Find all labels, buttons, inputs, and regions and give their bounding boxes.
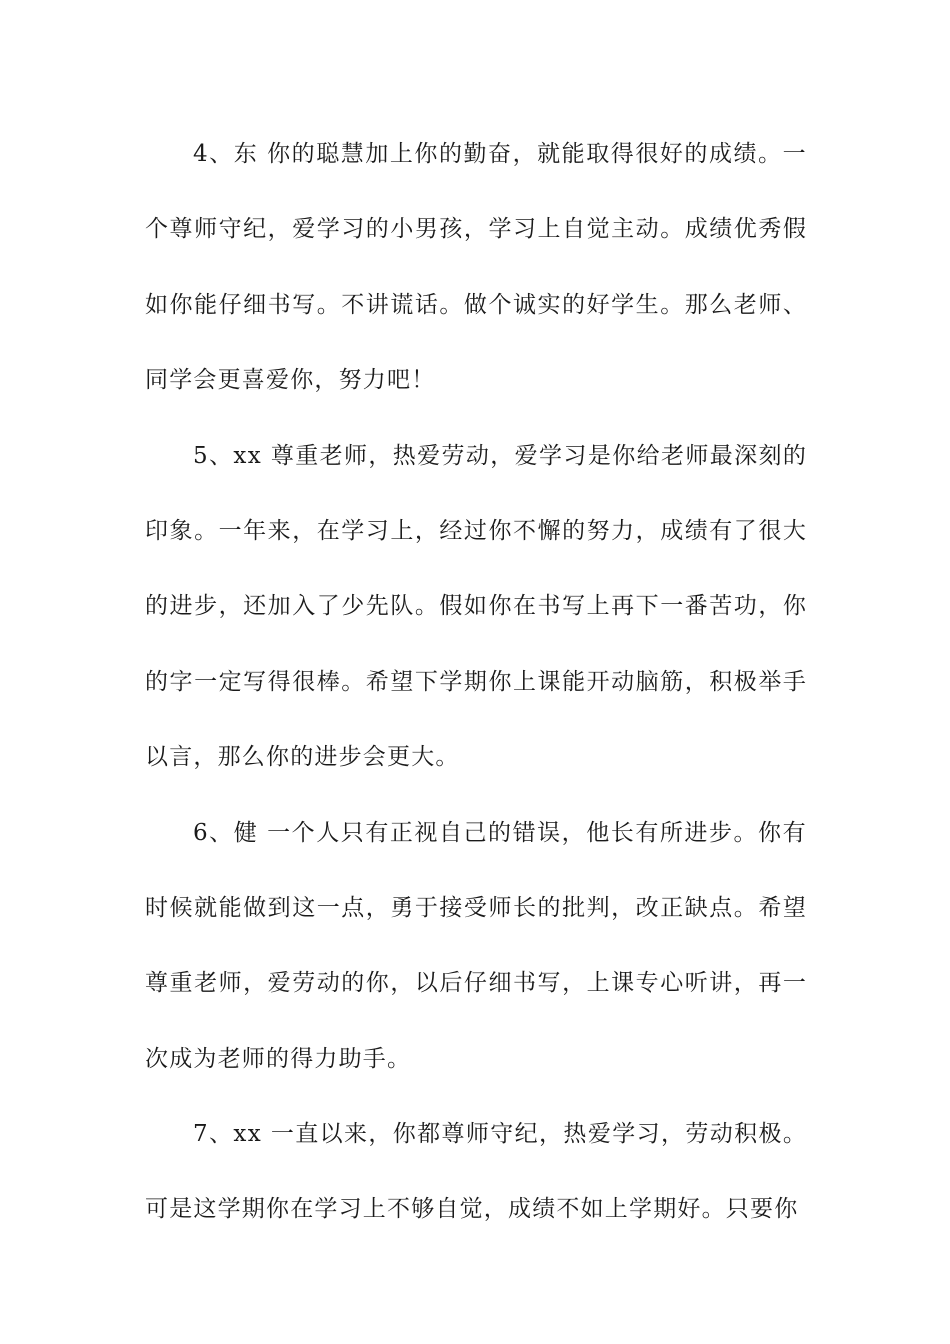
paragraph-line: 个尊师守纪，爱学习的小男孩，学习上自觉主动。成绩优秀假	[145, 216, 808, 243]
document-body	[145, 117, 807, 1248]
paragraph-line: 4、东 你的聪慧加上你的勤奋，就能取得很好的成绩。一	[193, 141, 808, 167]
paragraph-line: 可是这学期你在学习上不够自觉，成绩不如上学期好。只要你	[145, 1196, 799, 1223]
comment-paragraph-4	[145, 117, 807, 419]
paragraph-line: 以言，那么你的进步会更大。	[145, 744, 460, 771]
paragraph-line: 次成为老师的得力助手。	[145, 1045, 412, 1072]
comment-paragraph-7	[145, 1097, 807, 1248]
paragraph-line: 时候就能做到这一点，勇于接受师长的批判，改正缺点。希望	[145, 894, 808, 921]
comment-paragraph-5	[145, 419, 807, 796]
paragraph-line: 印象。一年来，在学习上，经过你不懈的努力，成绩有了很大	[145, 517, 808, 544]
paragraph-line: 的字一定写得很棒。希望下学期你上课能开动脑筋，积极举手	[145, 668, 808, 695]
paragraph-line: 6、健 一个人只有正视自己的错误，他长有所进步。你有	[193, 819, 808, 846]
paragraph-line: 如你能仔细书写。不讲谎话。做个诚实的好学生。那么老师、	[145, 291, 808, 318]
paragraph-line: 尊重老师，爱劳动的你，以后仔细书写，上课专心听讲，再一	[145, 970, 808, 997]
paragraph-line: 同学会更喜爱你，努力吧！	[145, 367, 436, 394]
paragraph-line: 7、xx 一直以来，你都尊师守纪，热爱学习，劳动积极。	[193, 1121, 808, 1148]
paragraph-line: 5、xx 尊重老师，热爱劳动，爱学习是你给老师最深刻的	[193, 442, 808, 469]
comment-paragraph-6	[145, 796, 807, 1098]
paragraph-line: 的进步，还加入了少先队。假如你在书写上再下一番苦功，你	[145, 593, 808, 620]
